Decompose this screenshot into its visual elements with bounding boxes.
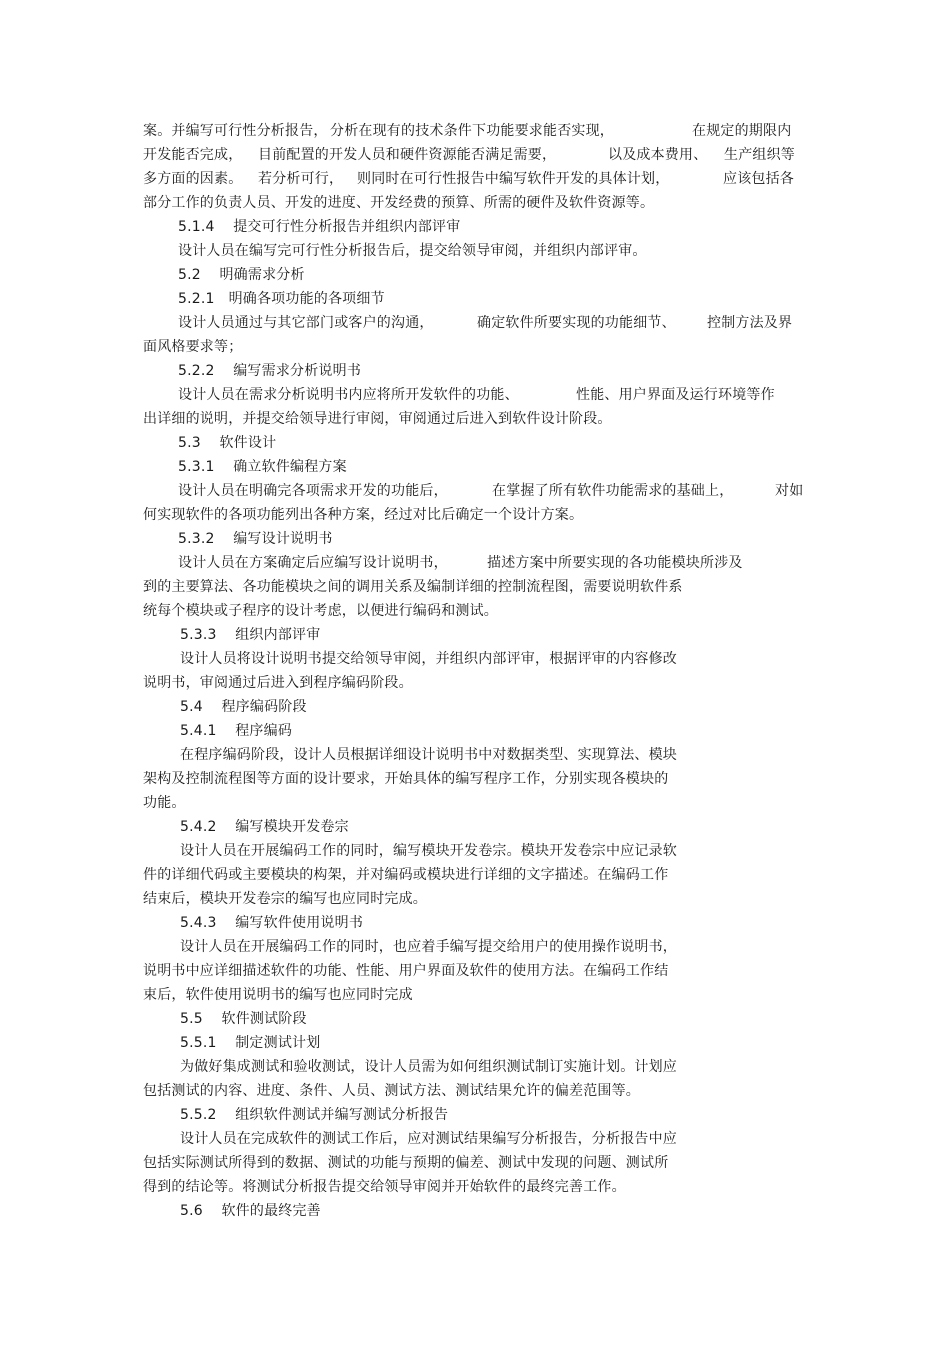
text-segment: 出详细的说明，并提交给领导进行审阅，审阅通过后进入到软件设计阶段。 — [143, 411, 612, 427]
text-segment: 则同时在可行性报告中编写软件开发的具体计划， — [357, 171, 670, 187]
text-segment: 在程序编码阶段，设计人员根据详细设计说明书中对数据类型、实现算法、模块 — [180, 747, 677, 763]
text-segment: 5.4.3 编写软件使用说明书 — [180, 915, 364, 931]
text-segment: 为做好集成测试和验收测试，设计人员需为如何组织测试制订实施计划。计划应 — [180, 1059, 677, 1075]
text-segment: 在规定的期限内 — [692, 123, 792, 139]
text-segment: 5.5.1 制定测试计划 — [180, 1035, 321, 1051]
text-segment: 多方面的因素。 — [143, 171, 243, 187]
text-segment: 以及成本费用、 — [608, 147, 708, 163]
text-segment: 说明书中应详细描述软件的功能、性能、用户界面及软件的使用方法。在编码工作结 — [143, 963, 669, 979]
text-segment: 包括实际测试所得到的数据、测试的功能与预期的偏差、测试中发现的问题、测试所 — [143, 1155, 669, 1171]
text-segment: 5.2.2 编写需求分析说明书 — [178, 363, 362, 379]
text-segment: 5.3.3 组织内部评审 — [180, 627, 321, 643]
text-segment: 确定软件所要实现的功能细节、 — [477, 315, 676, 331]
text-segment: 目前配置的开发人员和硬件资源能否满足需要， — [258, 147, 557, 163]
text-segment: 5.3.2 编写设计说明书 — [178, 531, 333, 547]
text-segment: 控制方法及界 — [707, 315, 793, 331]
text-segment: 5.2 明确需求分析 — [178, 267, 305, 283]
text-segment: 应该包括各 — [723, 171, 794, 187]
text-segment: 何实现软件的各项功能列出各种方案，经过对比后确定一个设计方案。 — [143, 507, 584, 523]
text-segment: 统每个模块或子程序的设计考虑，以便进行编码和测试。 — [143, 603, 498, 619]
text-segment: 生产组织等 — [724, 147, 795, 163]
text-segment: 设计人员在明确完各项需求开发的功能后， — [178, 483, 448, 499]
text-segment: 设计人员在需求分析说明书内应将所开发软件的功能、 — [178, 387, 519, 403]
text-segment: 结束后，模块开发卷宗的编写也应同时完成。 — [143, 891, 427, 907]
text-segment: 说明书，审阅通过后进入到程序编码阶段。 — [143, 675, 413, 691]
text-segment: 设计人员在开展编码工作的同时，编写模块开发卷宗。模块开发卷宗中应记录软 — [180, 843, 677, 859]
text-segment: 设计人员将设计说明书提交给领导审阅，并组织内部评审，根据评审的内容修改 — [180, 651, 677, 667]
text-segment: 5.4 程序编码阶段 — [180, 699, 307, 715]
text-segment: 功能。 — [143, 795, 186, 811]
text-segment: 5.3 软件设计 — [178, 435, 277, 451]
text-segment: 性能、用户界面及运行环境等作 — [576, 387, 775, 403]
text-segment: 5.4.1 程序编码 — [180, 723, 293, 739]
text-segment: 5.5.2 组织软件测试并编写测试分析报告 — [180, 1107, 449, 1123]
text-segment: 设计人员在完成软件的测试工作后，应对测试结果编写分析报告，分析报告中应 — [180, 1131, 677, 1147]
text-segment: 在掌握了所有软件功能需求的基础上， — [492, 483, 734, 499]
text-segment: 5.6 软件的最终完善 — [180, 1203, 321, 1219]
text-segment: 若分析可行， — [258, 171, 344, 187]
text-segment: 描述方案中所要实现的各功能模块所涉及 — [487, 555, 743, 571]
text-segment: 面风格要求等； — [143, 339, 243, 355]
text-segment: 分析在现有的技术条件下功能要求能否实现， — [330, 123, 614, 139]
text-segment: 架构及控制流程图等方面的设计要求，开始具体的编写程序工作，分别实现各模块的 — [143, 771, 669, 787]
text-segment: 5.4.2 编写模块开发卷宗 — [180, 819, 349, 835]
text-segment: 设计人员在开展编码工作的同时，也应着手编写提交给用户的使用操作说明书， — [180, 939, 677, 955]
text-segment: 案。并编写可行性分析报告， — [143, 123, 328, 139]
text-segment: 5.3.1 确立软件编程方案 — [178, 459, 347, 475]
text-segment: 设计人员通过与其它部门或客户的沟通， — [178, 315, 434, 331]
text-segment: 设计人员在编写完可行性分析报告后，提交给领导审阅，并组织内部评审。 — [178, 243, 647, 259]
text-segment: 5.1.4 提交可行性分析报告并组织内部评审 — [178, 219, 461, 235]
text-segment: 件的详细代码或主要模块的构架，并对编码或模块进行详细的文字描述。在编码工作 — [143, 867, 669, 883]
text-segment: 到的主要算法、各功能模块之间的调用关系及编制详细的控制流程图，需要说明软件系 — [143, 579, 683, 595]
text-segment: 对如 — [775, 483, 804, 499]
text-segment: 设计人员在方案确定后应编写设计说明书， — [178, 555, 448, 571]
text-segment: 5.5 软件测试阶段 — [180, 1011, 307, 1027]
text-segment: 开发能否完成， — [143, 147, 243, 163]
text-segment: 包括测试的内容、进度、条件、人员、测试方法、测试结果允许的偏差范围等。 — [143, 1083, 640, 1099]
text-segment: 得到的结论等。将测试分析报告提交给领导审阅并开始软件的最终完善工作。 — [143, 1179, 626, 1195]
text-segment: 部分工作的负责人员、开发的进度、开发经费的预算、所需的硬件及软件资源等。 — [143, 195, 655, 211]
text-segment: 束后，软件使用说明书的编写也应同时完成 — [143, 987, 413, 1003]
text-segment: 5.2.1 明确各项功能的各项细节 — [178, 291, 385, 307]
